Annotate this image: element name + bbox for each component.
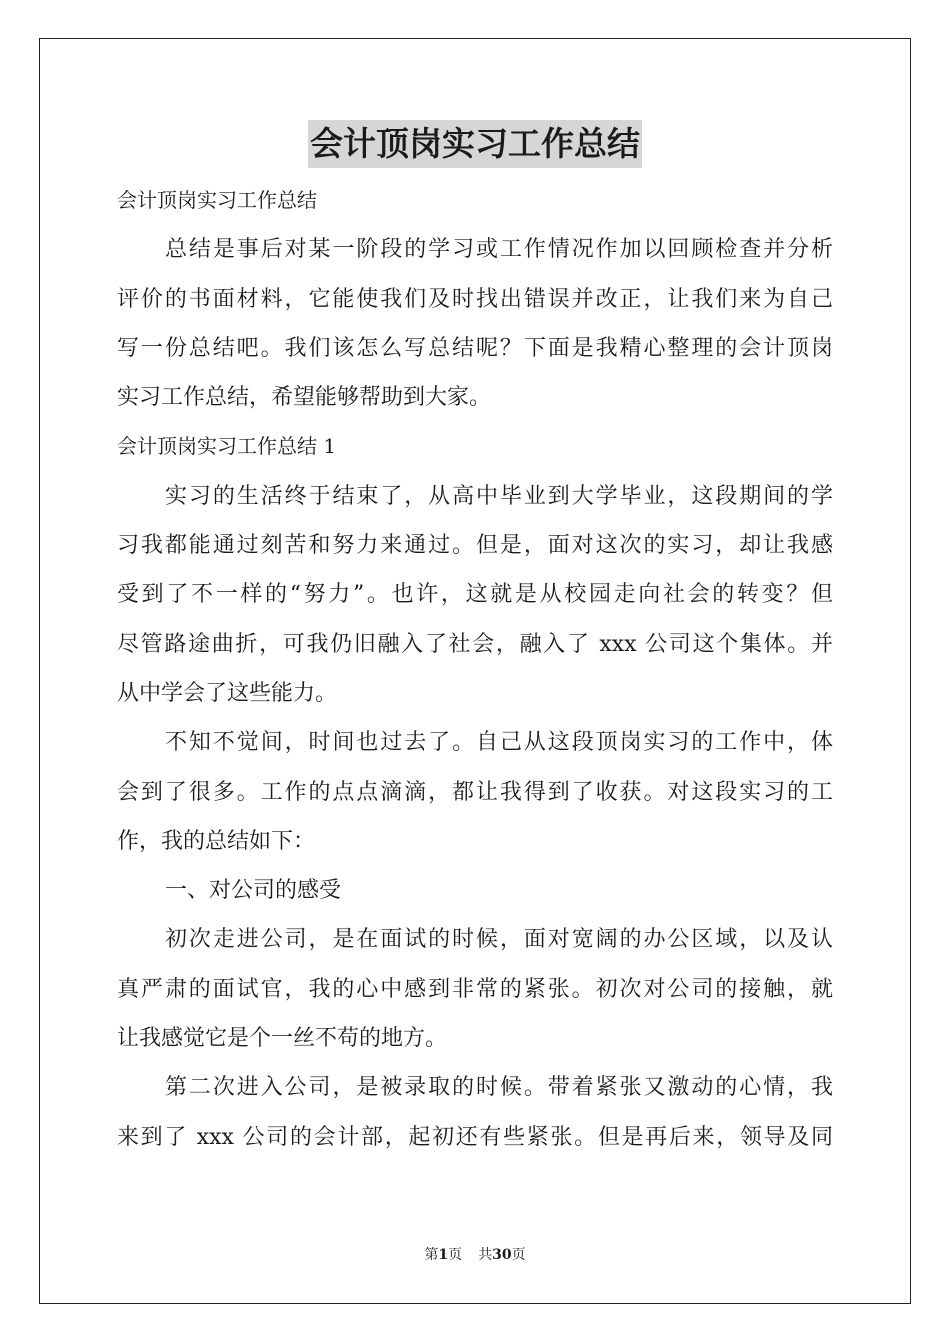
intro-paragraph (117, 225, 833, 422)
paragraph-line: 写一份总结吧。我们该怎么写总结呢？下面是我精心整理的会计顶岗 (117, 335, 833, 361)
paragraph-line: 作，我的总结如下： (117, 828, 316, 854)
page-prefix: 第 (424, 1247, 439, 1263)
paragraph-3 (117, 915, 833, 1063)
paragraph-line: 习我都能通过刻苦和努力来通过。但是，面对这次的实习，却让我感 (117, 533, 833, 559)
paragraph-line: 第二次进入公司，是被录取的时候。带着紧张又激动的心情，我 (165, 1075, 833, 1101)
document-body (117, 120, 833, 1162)
paragraph-line: 从中学会了这些能力。 (117, 680, 338, 706)
paragraph-line: 受到了不一样的“努力”。也许，这就是从校园走向社会的转变？但 (117, 582, 833, 608)
subheading: 一、对公司的感受 (165, 878, 342, 904)
paragraph-line: 评价的书面材料，它能使我们及时找出错误并改正，让我们来为自己 (117, 286, 833, 312)
paragraph-line: 来到了 xxx 公司的会计部，起初还有些紧张。但是再后来，领导及同 (117, 1124, 833, 1150)
paragraph-1 (117, 472, 833, 718)
document-title: 会计顶岗实习工作总结 (308, 120, 642, 168)
document-subtitle: 会计顶岗实习工作总结 (117, 188, 317, 212)
total-suffix: 页 (511, 1247, 526, 1263)
paragraph-line: 会到了很多。工作的点点滴滴，都让我得到了收获。对这段实习的工 (117, 779, 833, 805)
paragraph-line: 总结是事后对某一阶段的学习或工作情况作加以回顾检查并分析 (165, 237, 833, 263)
paragraph-line: 初次走进公司，是在面试的时候，面对宽阔的办公区域，以及认 (165, 927, 833, 953)
section-heading: 会计顶岗实习工作总结 1 (117, 434, 337, 459)
paragraph-line: 实习的生活终于结束了，从高中毕业到大学毕业，这段期间的学 (165, 483, 833, 509)
page-total: 30 (492, 1247, 512, 1263)
paragraph-line: 不知不觉间，时间也过去了。自己从这段顶岗实习的工作中，体 (165, 730, 833, 756)
paragraph-4 (117, 1063, 833, 1162)
paragraph-line: 让我感觉它是个一丝不苟的地方。 (117, 1026, 448, 1052)
title-container (117, 120, 833, 176)
page-suffix: 页 (448, 1247, 463, 1263)
paragraph-line: 实习工作总结，希望能够帮助到大家。 (117, 385, 492, 411)
paragraph-2 (117, 718, 833, 866)
paragraph-line: 尽管路途曲折，可我仍旧融入了社会，融入了 xxx 公司这个集体。并 (117, 631, 833, 657)
page-footer (0, 1245, 950, 1265)
page-current: 1 (438, 1247, 449, 1263)
total-prefix: 共 (478, 1247, 493, 1263)
paragraph-line: 真严肃的面试官，我的心中感到非常的紧张。初次对公司的接触，就 (117, 976, 833, 1002)
